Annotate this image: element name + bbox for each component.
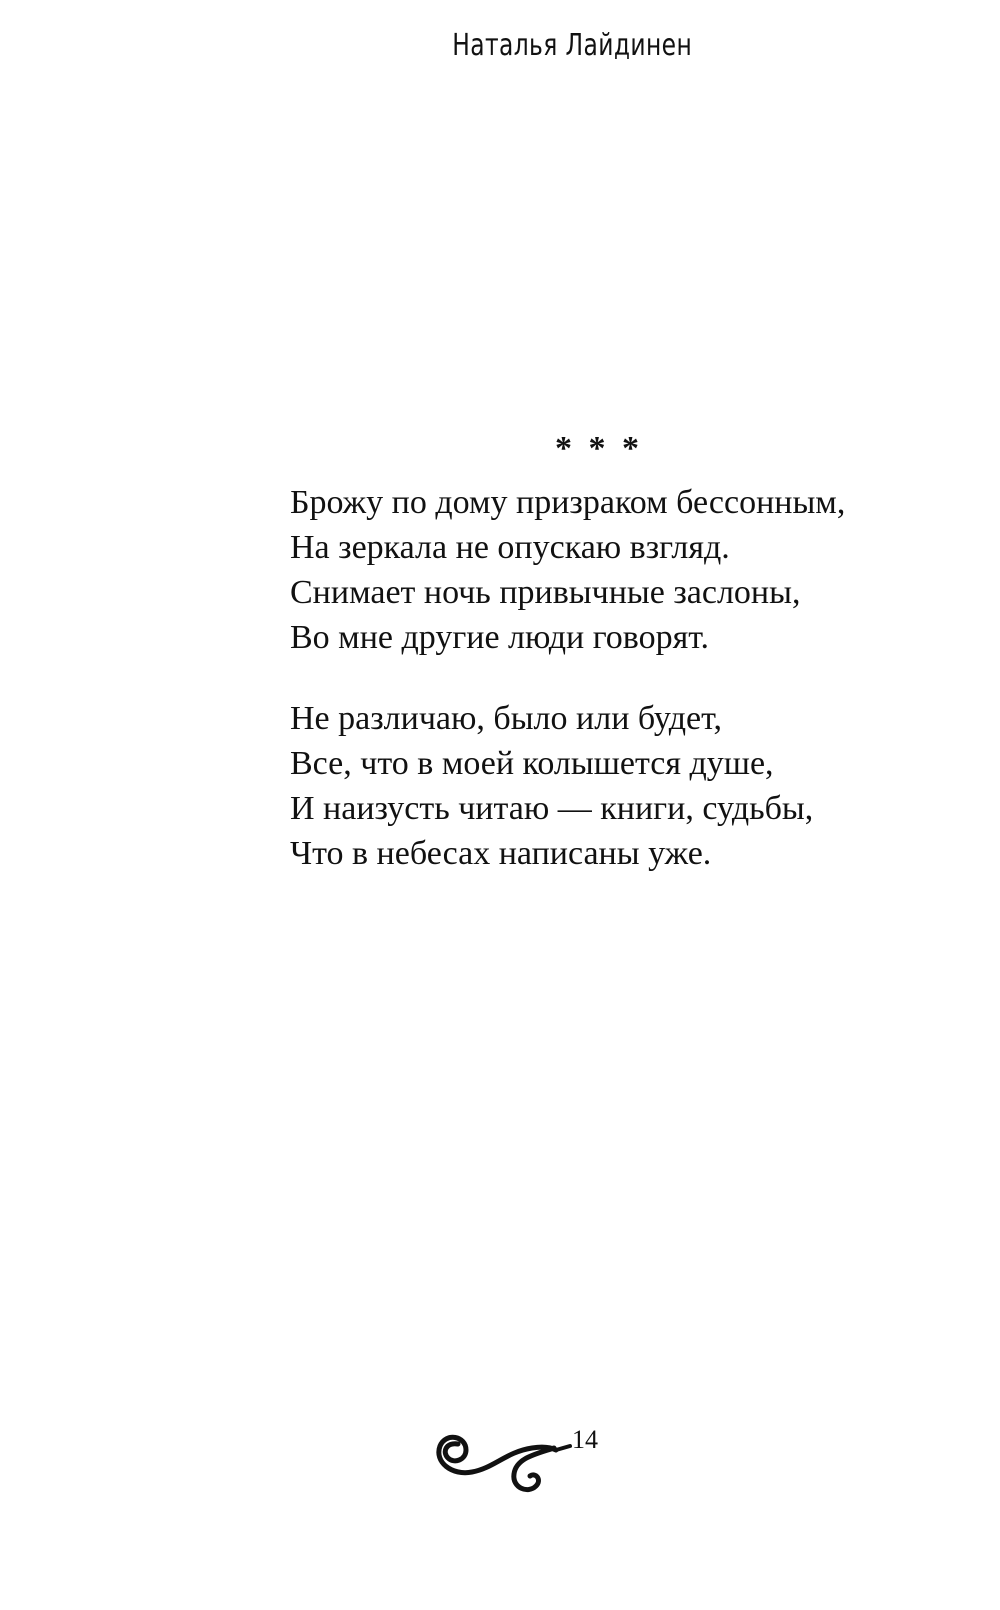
verse-line: На зеркала не опускаю взгляд. — [290, 529, 730, 566]
verse-line: Что в небесах написаны уже. — [290, 835, 712, 872]
verse-line: Не различаю, было или будет, — [290, 700, 722, 737]
verse-line: Во мне другие люди говорят. — [290, 619, 710, 656]
poem-separator: * * * — [555, 430, 643, 467]
running-header-author: Наталья Лайдинен — [452, 28, 693, 63]
swirl-flourish-icon — [436, 1418, 576, 1498]
stanza-2 — [290, 696, 813, 876]
verse-line: Все, что в моей колышется душе, — [290, 745, 774, 782]
verse-line: Брожу по дому призраком бессонным, — [290, 484, 846, 521]
stanza-1 — [290, 480, 845, 660]
page-number: 14 — [572, 1425, 598, 1454]
verse-line: И наизусть читаю — книги, судьбы, — [290, 790, 814, 827]
verse-line: Снимает ночь привычные заслоны, — [290, 574, 801, 611]
